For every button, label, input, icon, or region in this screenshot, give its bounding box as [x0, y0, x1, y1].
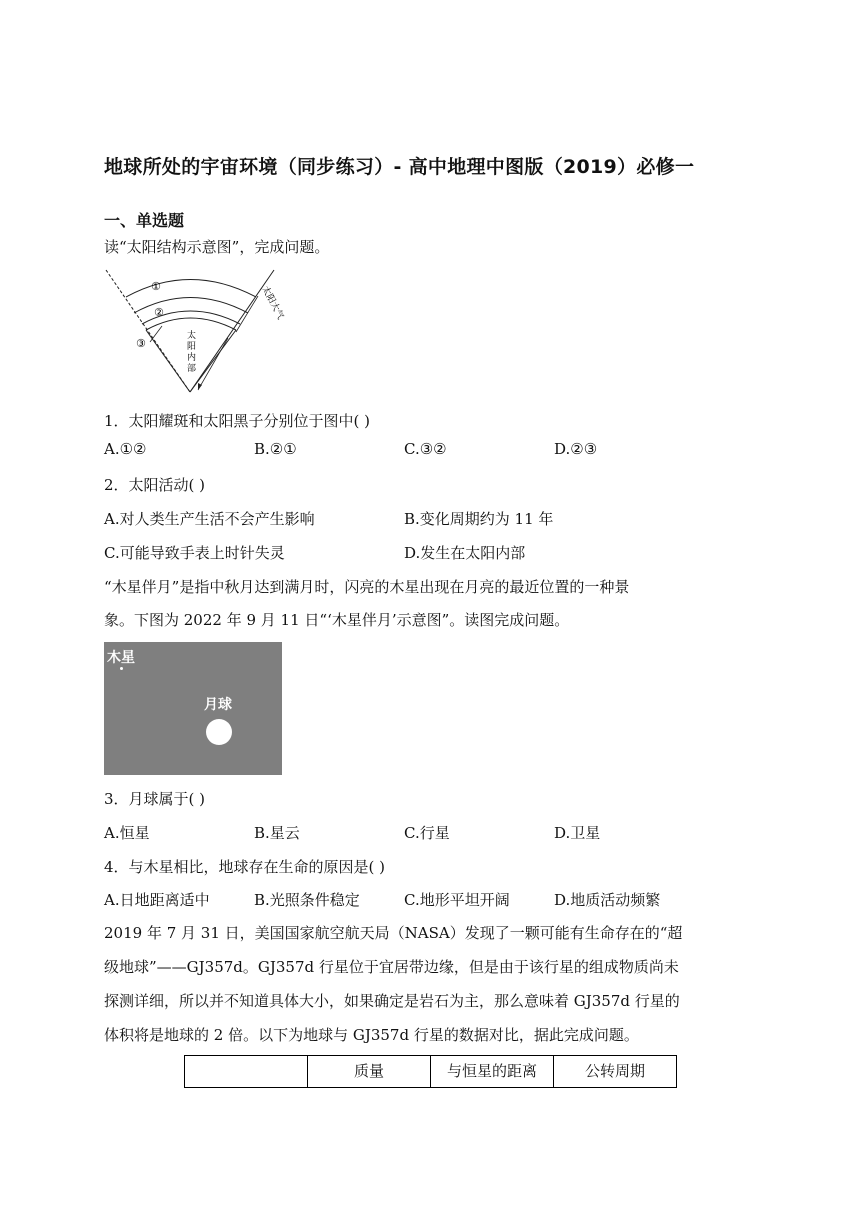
section-heading-single-choice: 一、单选题: [104, 211, 185, 230]
intro-jupiter-moon-line-1: “木星伴月”是指中秋月达到满月时，闪亮的木星出现在月亮的最近位置的一种景: [104, 578, 630, 596]
intro-gj357d-line-4: 体积将是地球的 2 倍。以下为地球与 GJ357d 行星的数据对比，据此完成问题。: [104, 1026, 639, 1044]
q3-option-b[interactable]: B.星云: [254, 824, 300, 842]
question-3-stem: 3．月球属于( ): [104, 790, 206, 808]
table-header-cell: [185, 1056, 308, 1088]
table-header-cell: 与恒星的距离: [431, 1056, 554, 1088]
page-title: 地球所处的宇宙环境（同步练习）- 高中地理中图版（2019）必修一: [104, 156, 695, 178]
jupiter-dot: [120, 667, 123, 670]
q2-option-b[interactable]: B.变化周期约为 11 年: [404, 510, 554, 528]
q3-option-a[interactable]: A.恒星: [104, 824, 150, 842]
q4-option-b[interactable]: B.光照条件稳定: [254, 891, 360, 909]
planet-comparison-table: [184, 1055, 677, 1088]
q1-option-c[interactable]: C.③②: [404, 440, 447, 458]
table-header-row: [185, 1056, 677, 1088]
intro-jupiter-moon-line-2: 象。下图为 2022 年 9 月 11 日“‘木星伴月’示意图”。读图完成问题。: [104, 611, 570, 629]
q1-option-b[interactable]: B.②①: [254, 440, 297, 458]
q3-option-c[interactable]: C.行星: [404, 824, 450, 842]
intro-gj357d-line-3: 探测详细，所以并不知道具体大小，如果确定是岩石为主，那么意味着 GJ357d 行星的: [104, 992, 680, 1010]
q4-option-d[interactable]: D.地质活动频繁: [554, 891, 661, 909]
layer-1-label: ①: [151, 280, 161, 293]
q3-option-d[interactable]: D.卫星: [554, 824, 601, 842]
layer-2-label: ②: [154, 306, 164, 319]
q4-option-a[interactable]: A.日地距离适中: [104, 891, 210, 909]
q2-option-d[interactable]: D.发生在太阳内部: [404, 544, 526, 562]
sun-structure-diagram: [102, 266, 292, 398]
intro-gj357d-line-1: 2019 年 7 月 31 日，美国国家航空航天局（NASA）发现了一颗可能有生命存在的“超: [104, 924, 683, 942]
question-4-stem: 4．与木星相比，地球存在生命的原因是( ): [104, 858, 386, 876]
layer-3-label: ③: [136, 337, 146, 350]
question-1-stem: 1．太阳耀斑和太阳黑子分别位于图中( ): [104, 412, 371, 430]
sun-atmosphere-label: 太阳大气: [259, 284, 286, 322]
q1-option-d[interactable]: D.②③: [554, 440, 598, 458]
q1-option-a[interactable]: A.①②: [104, 440, 147, 458]
inner-label-2: 阳: [187, 342, 197, 352]
q4-option-c[interactable]: C.地形平坦开阔: [404, 891, 510, 909]
moon-label: 月球: [204, 697, 232, 713]
q2-option-a[interactable]: A.对人类生产生活不会产生影响: [104, 510, 315, 528]
inner-label-3: 内: [187, 353, 197, 363]
table-header-cell: 公转周期: [554, 1056, 677, 1088]
q2-option-c[interactable]: C.可能导致手表上时针失灵: [104, 544, 285, 562]
table-header-cell: 质量: [308, 1056, 431, 1088]
question-2-stem: 2．太阳活动( ): [104, 476, 206, 494]
jupiter-label: 木星: [107, 650, 135, 666]
inner-label-1: 太: [187, 331, 197, 341]
moon-disc: [206, 719, 232, 745]
intro-gj357d-line-2: 级地球”——GJ357d。GJ357d 行星位于宜居带边缘，但是由于该行星的组成物质尚未: [104, 958, 679, 976]
intro-sun-structure: 读“太阳结构示意图”，完成问题。: [104, 238, 330, 256]
jupiter-moon-figure: [104, 642, 282, 775]
inner-label-4: 部: [187, 364, 197, 374]
